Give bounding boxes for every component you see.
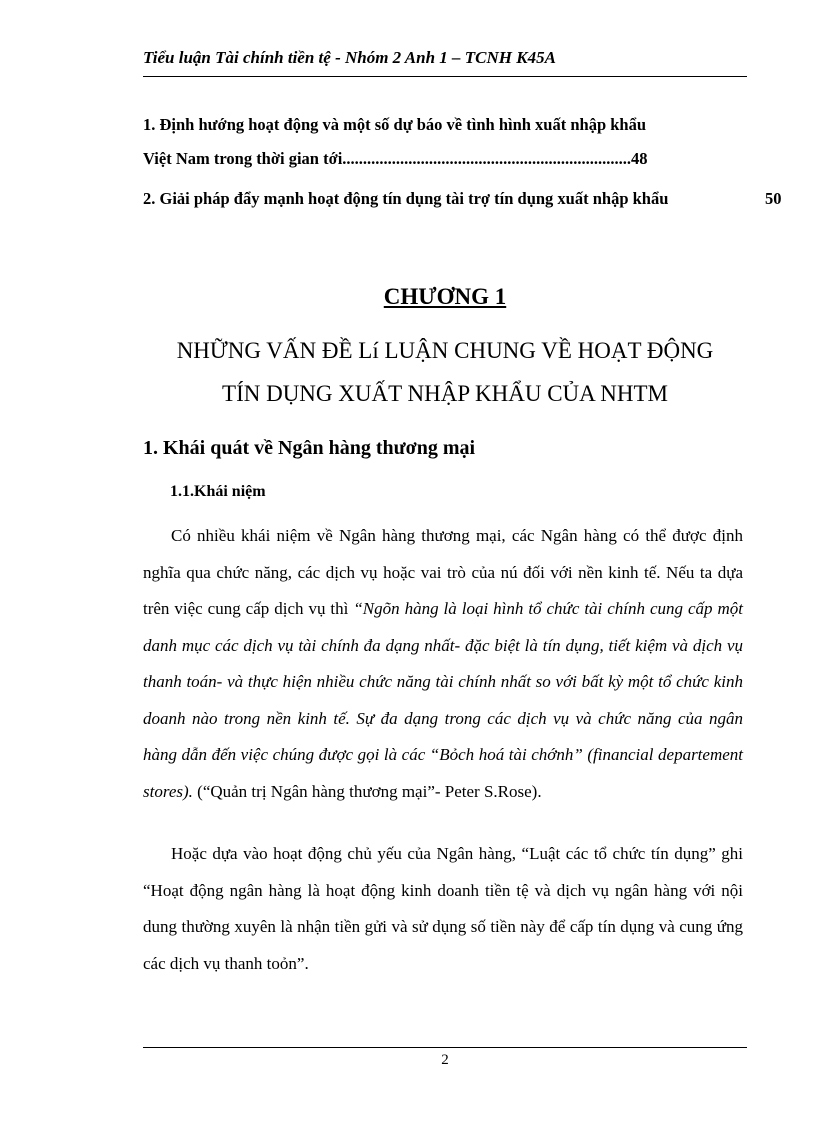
paragraph-1-source: (“Quản trị Ngân hàng thương mại”- Peter S.Rose). [192,781,542,801]
header-rule [143,76,747,77]
paragraph-1-intro: Có nhiều khái niệm về Ngân hàng thương mại, các Ngân hàng có thể được định nghĩa qua chức năng, các dịch vụ hoặc vai trò của nú đối với nền kinh tế. Nếu ta dựa trên việc cung cấp dịch vụ thì [143,526,743,618]
toc-item-1-line-1: 1. Định hướng hoạt động và một số dự báo về tình hình xuất nhập khẩu [143,115,647,134]
chapter-title-line-2: TÍN DỤNG XUẤT NHẬP KHẨU CỦA NHTM [222,381,668,406]
paragraph-2: Hoặc dựa vào hoạt động chủ yếu của Ngân hàng, “Luật các tổ chức tín dụng” ghi “Hoạt động ngân hàng là hoạt động kinh doanh tiền tệ và dịch vụ ngân hàng với nội dung thường xuyên là nhận tiền gửi và sử dụng số tiền này để cấp tín dụng và cung ứng các dịch vụ thanh toỏn”. [143,844,743,973]
toc-item-1-line-2: Việt Nam trong thời gian tới......................................................................48 [143,149,648,168]
chapter-label: CHƯƠNG 1 [383,284,507,309]
page-number: 2 [441,1052,449,1068]
toc-item-2-page: 50 [765,189,782,208]
subsection-heading: 1.1.Khái niệm [170,483,266,500]
paragraph-1 [143,518,743,810]
running-header: Tiểu luận Tài chính tiền tệ - Nhóm 2 Anh 1 – TCNH K45A [143,48,556,67]
toc-item-2 [143,189,803,209]
paragraph-1-quote: “Ngõn hàng là loại hình tổ chức tài chính cung cấp một danh mục các dịch vụ tài chính đa dạng nhất- đặc biệt là tín dụng, tiết kiệm và dịch vụ thanh toán- và thực hiện nhiều chức năng tài chính nhất so với bất kỳ một tổ chức kinh doanh nào trong nền kinh tế. Sự đa dạng trong các dịch vụ và chức năng của ngân hàng dẫn đến việc chúng được gọi là các “Bỏch hoá tài chớnh” (financial departement stores). [143,599,743,801]
chapter-title-line-1: NHỮNG VẤN ĐỀ Lí LUẬN CHUNG VỀ HOẠT ĐỘNG [176,338,714,363]
footer-rule [143,1047,747,1048]
section-heading: 1. Khái quát về Ngân hàng thương mại [143,437,476,459]
toc-item-2-text: 2. Giải pháp đẩy mạnh hoạt động tín dụng tài trợ tín dụng xuất nhập khẩu [143,189,669,208]
